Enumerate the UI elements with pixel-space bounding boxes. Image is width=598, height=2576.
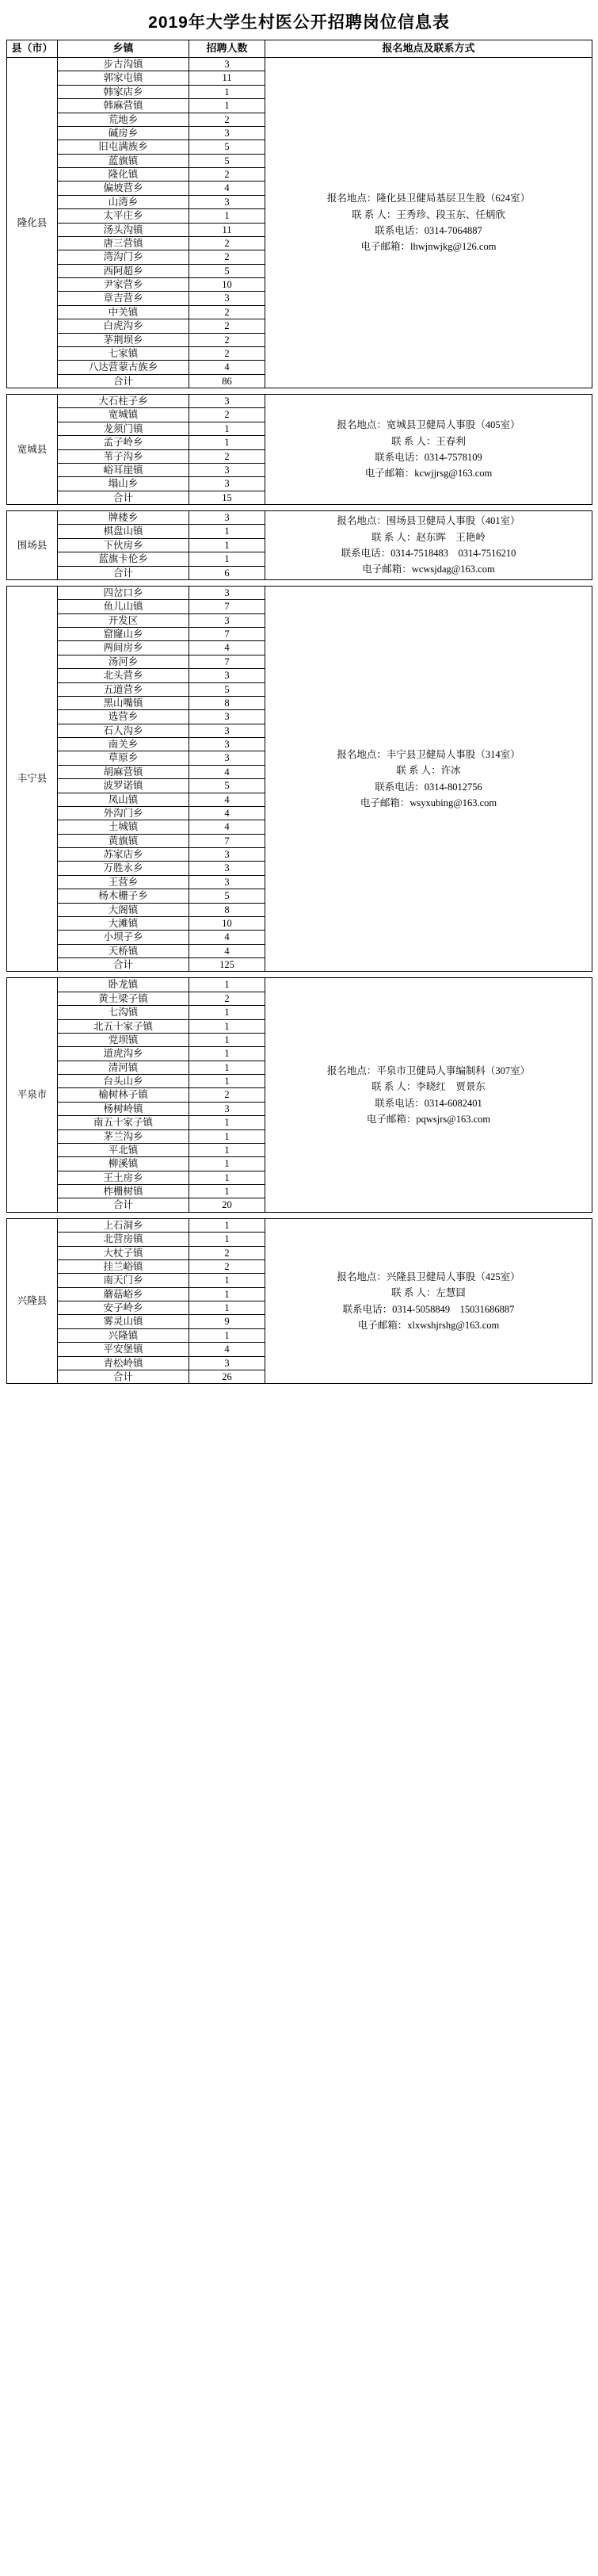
recruit-count: 5	[189, 779, 265, 793]
tables-root	[6, 40, 592, 1384]
recruit-count: 3	[189, 613, 265, 627]
table-spacer	[6, 388, 592, 394]
town-name: 白虎沟乡	[58, 319, 189, 333]
recruit-count: 8	[189, 903, 265, 916]
town-name: 韩麻营镇	[58, 99, 189, 113]
contact-line: 联系电话：0314-5058849 15031686887	[342, 1303, 515, 1315]
town-name: 两间房乡	[58, 641, 189, 655]
total-label: 合计	[58, 958, 189, 972]
column-header: 县（市）	[7, 40, 58, 58]
town-name: 柞栅树镇	[58, 1185, 189, 1198]
recruit-count: 7	[189, 600, 265, 613]
town-name: 郭家屯镇	[58, 71, 189, 85]
town-name: 青松岭镇	[58, 1356, 189, 1370]
town-name: 棋盘山镇	[58, 525, 189, 538]
town-name: 雾灵山镇	[58, 1315, 189, 1328]
recruit-count: 10	[189, 278, 265, 292]
town-name: 牌楼乡	[58, 511, 189, 525]
recruit-count: 1	[189, 538, 265, 552]
recruit-count: 2	[189, 305, 265, 319]
contact-line: 报名地点：隆化县卫健局基层卫生股（624室）	[326, 193, 531, 204]
contact-line[interactable]: 电子邮箱：kcwjjrsg@163.com	[364, 468, 493, 480]
county-name: 隆化县	[7, 58, 58, 388]
contact-block	[267, 1063, 590, 1128]
contact-block	[267, 513, 590, 578]
town-name: 安子岭乡	[58, 1301, 189, 1315]
table-row	[7, 586, 592, 599]
town-name: 土城镇	[58, 820, 189, 834]
total-count: 20	[189, 1198, 265, 1212]
contact-line: 联系电话：0314-7578109	[375, 452, 482, 463]
contact-line[interactable]: 电子邮箱：wsyxubing@163.com	[360, 797, 497, 808]
contact-cell	[265, 511, 592, 580]
contact-block	[267, 1269, 590, 1334]
town-name: 中关镇	[58, 305, 189, 319]
total-count: 26	[189, 1370, 265, 1383]
recruit-count: 3	[189, 1102, 265, 1115]
town-name: 苏家店乡	[58, 848, 189, 862]
recruit-count: 3	[189, 463, 265, 476]
town-name: 南关乡	[58, 738, 189, 751]
town-name: 孟子岭乡	[58, 436, 189, 449]
town-name: 碱房乡	[58, 126, 189, 140]
town-name: 黑山嘴镇	[58, 696, 189, 709]
town-name: 峪耳崖镇	[58, 463, 189, 476]
recruit-count: 4	[189, 820, 265, 834]
town-name: 上石洞乡	[58, 1218, 189, 1232]
contact-cell	[265, 395, 592, 505]
recruit-count: 3	[189, 710, 265, 724]
recruit-count: 10	[189, 916, 265, 930]
recruit-count: 2	[189, 113, 265, 126]
town-name: 唐三营镇	[58, 236, 189, 250]
recruit-count: 1	[189, 1301, 265, 1315]
town-name: 大杖子镇	[58, 1246, 189, 1259]
town-name: 太平庄乡	[58, 209, 189, 223]
county-name: 宽城县	[7, 395, 58, 505]
town-name: 隆化镇	[58, 168, 189, 182]
town-name: 步古沟镇	[58, 58, 189, 71]
recruit-count: 4	[189, 931, 265, 944]
town-name: 大滩镇	[58, 916, 189, 930]
recruit-count: 3	[189, 511, 265, 525]
town-name: 天桥镇	[58, 944, 189, 957]
town-name: 尹家营乡	[58, 278, 189, 292]
table-spacer	[6, 505, 592, 510]
page-title: 2019年大学生村医公开招聘岗位信息表	[148, 13, 450, 32]
town-name: 凤山镇	[58, 793, 189, 806]
town-name: 旧屯满族乡	[58, 140, 189, 154]
town-name: 黄旗镇	[58, 834, 189, 847]
county-table	[6, 394, 592, 505]
recruit-count: 1	[189, 1116, 265, 1129]
town-name: 四岔口乡	[58, 586, 189, 599]
recruit-count: 1	[189, 1218, 265, 1232]
town-name: 平北镇	[58, 1143, 189, 1156]
town-name: 八达营蒙古族乡	[58, 361, 189, 374]
contact-line[interactable]: 电子邮箱：xlxwshjrshg@163.com	[357, 1319, 500, 1331]
recruit-count: 5	[189, 889, 265, 903]
recruit-count: 1	[189, 1019, 265, 1033]
total-count: 125	[189, 958, 265, 972]
town-name: 草原乡	[58, 751, 189, 765]
recruit-count: 2	[189, 236, 265, 250]
town-name: 北五十家子镇	[58, 1019, 189, 1033]
contact-line: 联 系 人：许冰	[396, 765, 461, 777]
recruit-count: 2	[189, 168, 265, 182]
table-row	[7, 58, 592, 71]
recruit-count: 11	[189, 223, 265, 236]
town-name: 大石柱子乡	[58, 395, 189, 408]
contact-line: 联系电话：0314-8012756	[375, 781, 482, 793]
town-name: 汤河乡	[58, 655, 189, 668]
contact-cell	[265, 586, 592, 972]
town-name: 鱼儿山镇	[58, 600, 189, 613]
recruit-count: 1	[189, 1047, 265, 1061]
county-table	[6, 586, 592, 973]
town-name: 开发区	[58, 613, 189, 627]
town-name: 章吉营乡	[58, 292, 189, 305]
town-name: 兴隆镇	[58, 1328, 189, 1342]
table-row	[7, 1218, 592, 1232]
town-name: 王土房乡	[58, 1171, 189, 1184]
table-row	[7, 511, 592, 525]
town-name: 窟窿山乡	[58, 628, 189, 641]
recruit-count: 7	[189, 834, 265, 847]
recruit-count: 1	[189, 1129, 265, 1143]
recruit-count: 3	[189, 751, 265, 765]
town-name: 塌山乡	[58, 477, 189, 491]
recruit-count: 2	[189, 408, 265, 422]
town-name: 大阁镇	[58, 903, 189, 916]
contact-line: 报名地点：兴隆县卫健局人事股（425室）	[337, 1271, 520, 1282]
recruit-count: 2	[189, 250, 265, 264]
town-name: 茅兰沟乡	[58, 1129, 189, 1143]
town-name: 台头山乡	[58, 1075, 189, 1088]
recruit-count: 3	[189, 58, 265, 71]
recruit-count: 3	[189, 724, 265, 737]
recruit-count: 3	[189, 862, 265, 875]
recruit-count: 3	[189, 292, 265, 305]
recruit-count: 3	[189, 195, 265, 208]
recruit-count: 7	[189, 655, 265, 668]
contact-line: 联 系 人：赵东晖 王艳岭	[371, 531, 486, 543]
table-spacer	[6, 580, 592, 586]
recruit-count: 2	[189, 346, 265, 360]
total-label: 合计	[58, 491, 189, 504]
contact-line: 报名地点：宽城县卫健局人事股（405室）	[337, 419, 520, 431]
recruit-count: 1	[189, 1328, 265, 1342]
county-table	[6, 977, 592, 1212]
town-name: 杨树岭镇	[58, 1102, 189, 1115]
town-name: 小坝子乡	[58, 931, 189, 944]
town-name: 五道营乡	[58, 682, 189, 696]
contact-line[interactable]: 电子邮箱：wcwsjdag@163.com	[362, 564, 495, 575]
recruit-count: 1	[189, 552, 265, 566]
recruit-count: 4	[189, 765, 265, 778]
recruit-count: 1	[189, 1006, 265, 1019]
recruit-count: 5	[189, 154, 265, 167]
town-name: 平安堡镇	[58, 1343, 189, 1356]
town-name: 宽城镇	[58, 408, 189, 422]
town-name: 茅荆坝乡	[58, 333, 189, 346]
town-name: 蓝旗镇	[58, 154, 189, 167]
recruit-count: 1	[189, 525, 265, 538]
recruit-count: 3	[189, 875, 265, 889]
recruit-count: 3	[189, 586, 265, 599]
recruit-count: 3	[189, 126, 265, 140]
total-label: 合计	[58, 1370, 189, 1383]
town-name: 柳溪镇	[58, 1157, 189, 1171]
recruit-count: 5	[189, 140, 265, 154]
town-name: 党坝镇	[58, 1033, 189, 1046]
recruit-count: 1	[189, 209, 265, 223]
recruit-count: 2	[189, 449, 265, 463]
town-name: 波罗诺镇	[58, 779, 189, 793]
town-name: 湾沟门乡	[58, 250, 189, 264]
total-label: 合计	[58, 566, 189, 579]
contact-line: 联 系 人：王秀珍、段玉东、任炳欣	[352, 208, 505, 220]
town-name: 蓝旗卡伦乡	[58, 552, 189, 566]
town-name: 榆树林子镇	[58, 1088, 189, 1102]
recruit-count: 11	[189, 71, 265, 85]
recruit-count: 1	[189, 1033, 265, 1046]
table-spacer	[6, 1213, 592, 1218]
recruit-count: 4	[189, 182, 265, 195]
recruit-count: 1	[189, 1061, 265, 1074]
recruit-count: 4	[189, 944, 265, 957]
town-name: 龙须门镇	[58, 422, 189, 435]
column-header: 报名地点及联系方式	[265, 40, 592, 58]
recruit-count: 1	[189, 1274, 265, 1287]
recruit-count: 4	[189, 1343, 265, 1356]
town-name: 偏坡营乡	[58, 182, 189, 195]
recruit-count: 2	[189, 319, 265, 333]
town-name: 石人沟乡	[58, 724, 189, 737]
contact-line: 联系电话：0314-7064887	[375, 225, 482, 236]
contact-line[interactable]: 电子邮箱：lhwjnwjkg@126.com	[360, 241, 497, 253]
contact-line: 联 系 人：左慧囧	[391, 1287, 466, 1299]
contact-line: 联 系 人：李晓红 贾景东	[371, 1081, 486, 1093]
recruit-count: 2	[189, 1246, 265, 1259]
county-name: 兴隆县	[7, 1218, 58, 1384]
town-name: 南五十家子镇	[58, 1116, 189, 1129]
recruit-count: 3	[189, 848, 265, 862]
recruit-count: 7	[189, 628, 265, 641]
contact-line: 联系电话：0314-7518483 0314-7516210	[341, 547, 516, 559]
recruit-count: 3	[189, 395, 265, 408]
recruit-count: 4	[189, 641, 265, 655]
town-name: 胡麻营镇	[58, 765, 189, 778]
recruit-count: 3	[189, 669, 265, 682]
recruit-count: 2	[189, 1259, 265, 1273]
town-name: 七家镇	[58, 346, 189, 360]
recruit-count: 4	[189, 361, 265, 374]
town-name: 汤头沟镇	[58, 223, 189, 236]
contact-line: 报名地点：丰宁县卫健局人事股（314室）	[337, 748, 520, 760]
recruit-count: 1	[189, 1185, 265, 1198]
contact-cell	[265, 978, 592, 1212]
town-name: 万胜永乡	[58, 862, 189, 875]
recruit-count: 1	[189, 436, 265, 449]
town-name: 黄土梁子镇	[58, 992, 189, 1005]
recruit-count: 3	[189, 738, 265, 751]
town-name: 王营乡	[58, 875, 189, 889]
town-name: 选营乡	[58, 710, 189, 724]
recruit-count: 2	[189, 992, 265, 1005]
recruit-count: 2	[189, 333, 265, 346]
county-table	[6, 40, 592, 388]
recruit-count: 4	[189, 806, 265, 820]
town-name: 蘑菇峪乡	[58, 1287, 189, 1301]
contact-line: 报名地点：围场县卫健局人事股（401室）	[337, 515, 520, 527]
recruit-count: 1	[189, 1075, 265, 1088]
county-name: 丰宁县	[7, 586, 58, 972]
recruit-count: 1	[189, 1157, 265, 1171]
recruit-count: 1	[189, 1143, 265, 1156]
contact-line[interactable]: 电子邮箱：pqwsjrs@163.com	[366, 1113, 491, 1125]
total-count: 15	[189, 491, 265, 504]
total-label: 合计	[58, 1198, 189, 1212]
recruit-count: 1	[189, 1171, 265, 1184]
county-table	[6, 1218, 592, 1385]
town-name: 外沟门乡	[58, 806, 189, 820]
town-name: 北营房镇	[58, 1233, 189, 1246]
town-name: 七沟镇	[58, 1006, 189, 1019]
town-name: 卧龙镇	[58, 978, 189, 992]
recruit-count: 8	[189, 696, 265, 709]
contact-cell	[265, 1218, 592, 1384]
recruit-count: 1	[189, 85, 265, 98]
recruit-count: 2	[189, 1088, 265, 1102]
total-count: 6	[189, 566, 265, 579]
contact-block	[267, 417, 590, 482]
town-name: 苇子沟乡	[58, 449, 189, 463]
contact-block	[267, 190, 590, 255]
contact-line: 联 系 人：王春利	[391, 435, 466, 447]
town-name: 道虎沟乡	[58, 1047, 189, 1061]
table-spacer	[6, 972, 592, 977]
recruit-count: 3	[189, 1356, 265, 1370]
contact-block	[267, 747, 590, 812]
recruit-count: 1	[189, 99, 265, 113]
recruit-count: 5	[189, 264, 265, 277]
recruit-count: 1	[189, 978, 265, 992]
town-name: 荒地乡	[58, 113, 189, 126]
town-name: 下伙房乡	[58, 538, 189, 552]
recruit-count: 9	[189, 1315, 265, 1328]
county-table	[6, 510, 592, 580]
town-name: 北头营乡	[58, 669, 189, 682]
recruit-count: 1	[189, 422, 265, 435]
recruit-count: 4	[189, 793, 265, 806]
county-name: 平泉市	[7, 978, 58, 1212]
recruit-count: 3	[189, 477, 265, 491]
recruit-count: 5	[189, 682, 265, 696]
table-row	[7, 978, 592, 992]
contact-line: 报名地点：平泉市卫健局人事编制科（307室）	[326, 1064, 531, 1076]
column-header: 乡镇	[58, 40, 189, 58]
town-name: 清河镇	[58, 1061, 189, 1074]
total-label: 合计	[58, 374, 189, 388]
town-name: 南天门乡	[58, 1274, 189, 1287]
recruit-count: 1	[189, 1287, 265, 1301]
town-name: 杨木栅子乡	[58, 889, 189, 903]
recruit-count: 1	[189, 1233, 265, 1246]
table-header-row	[7, 40, 592, 58]
column-header: 招聘人数	[189, 40, 265, 58]
town-name: 韩家店乡	[58, 85, 189, 98]
county-name: 围场县	[7, 511, 58, 580]
town-name: 挂兰峪镇	[58, 1259, 189, 1273]
table-row	[7, 395, 592, 408]
town-name: 西阿超乡	[58, 264, 189, 277]
total-count: 86	[189, 374, 265, 388]
town-name: 山湾乡	[58, 195, 189, 208]
contact-line: 联系电话：0314-6082401	[375, 1097, 482, 1109]
contact-cell	[265, 58, 592, 388]
